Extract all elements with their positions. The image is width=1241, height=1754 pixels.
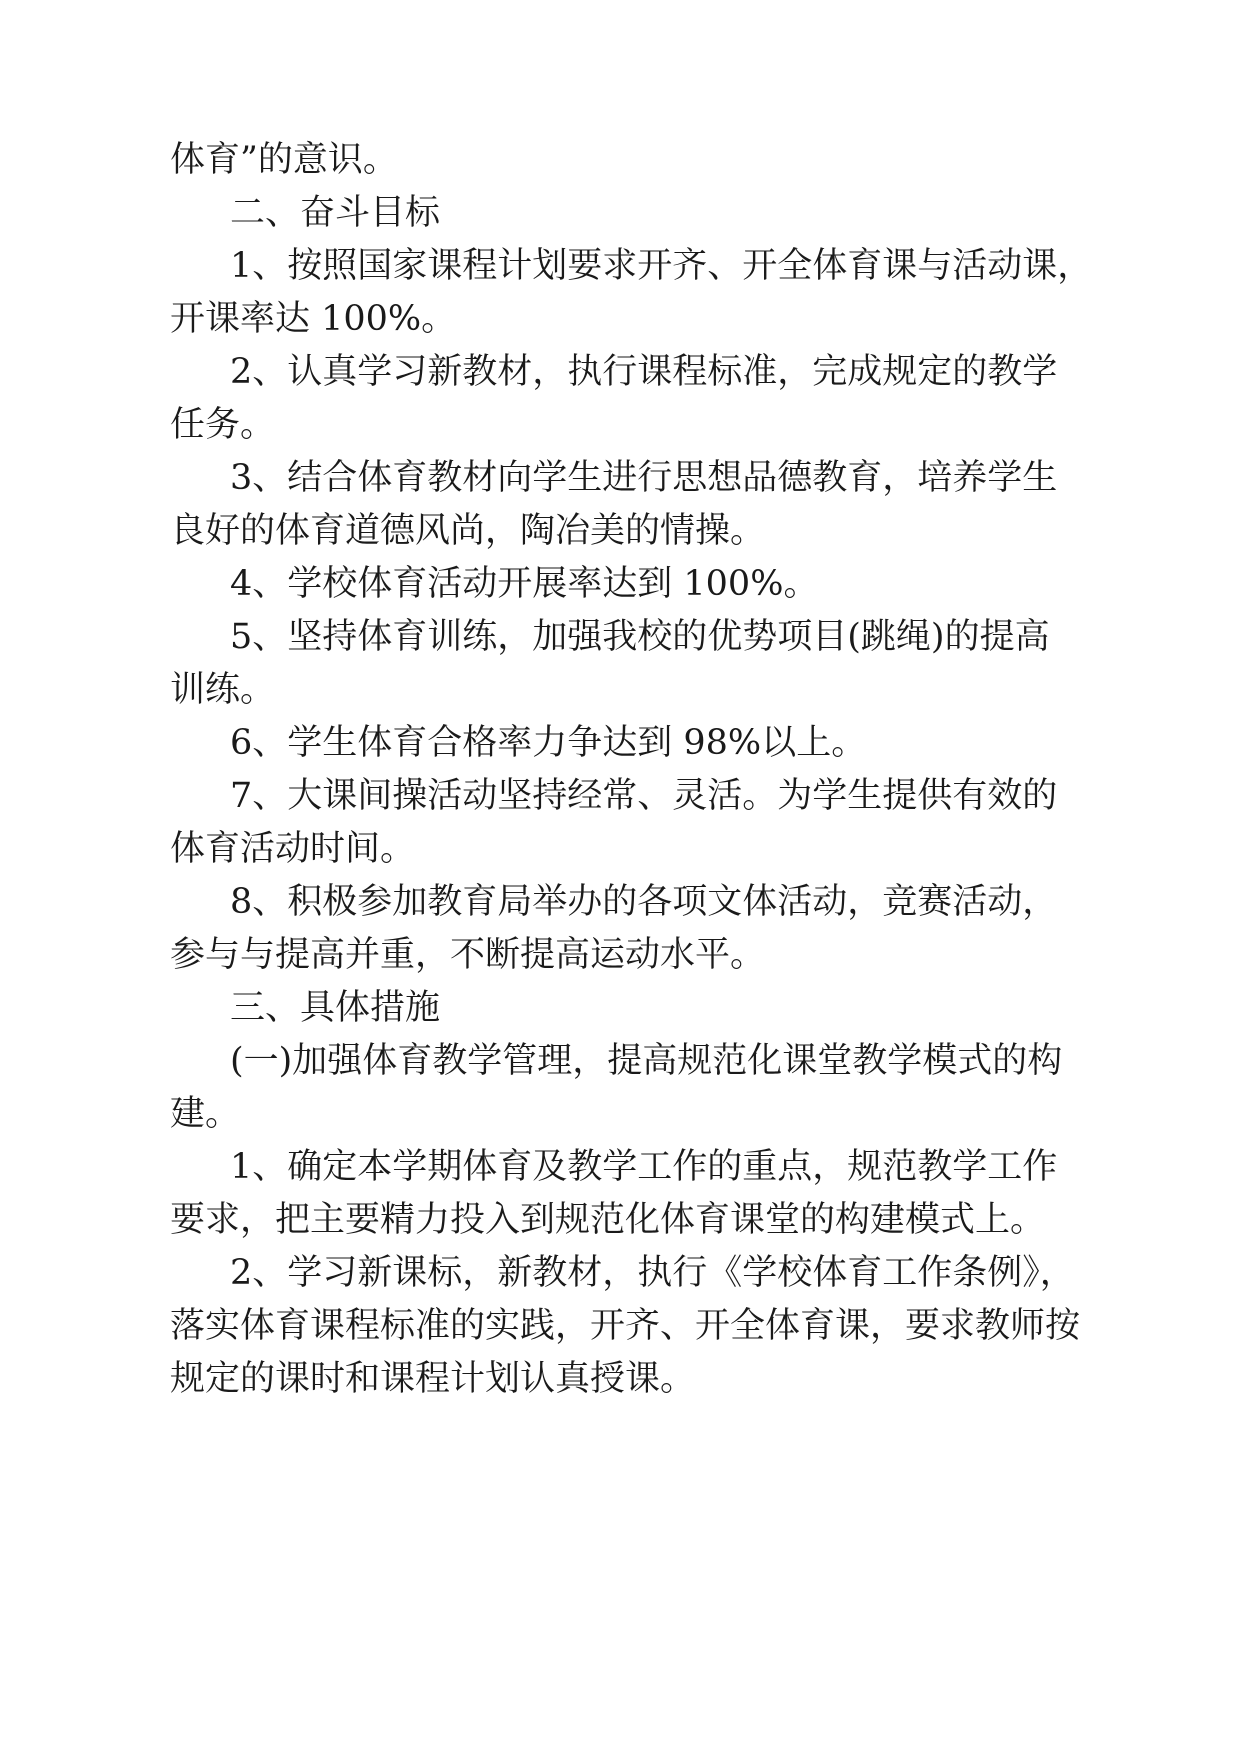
text-line: 训练。 [170,670,276,710]
text-line: 7、大课间操活动坚持经常、灵活。为学生提供有效的 [230,776,1058,816]
section-heading: 二、奋斗目标 [230,193,441,233]
text-line: 开课率达 100%。 [170,299,457,339]
text-line: 4、学校体育活动开展率达到 100%。 [230,564,819,604]
text-line: 2、学习新课标，新教材，执行《学校体育工作条例》， [230,1253,1075,1293]
section-heading: 三、具体措施 [230,988,441,1028]
text-line: 任务。 [170,405,276,445]
text-line: 建。 [170,1094,241,1134]
text-line: 规定的课时和课程计划认真授课。 [170,1359,696,1399]
text-line: (一)加强体育教学管理，提高规范化课堂教学模式的构 [230,1041,1063,1081]
text-line: 6、学生体育合格率力争达到 98%以上。 [230,723,867,763]
text-line: 落实体育课程标准的实践，开齐、开全体育课，要求教师按 [170,1306,1081,1346]
text-line: 8、积极参加教育局举办的各项文体活动，竞赛活动， [230,882,1058,922]
text-line: 2、认真学习新教材，执行课程标准，完成规定的教学 [230,352,1058,392]
text-line: 参与与提高并重，不断提高运动水平。 [170,935,766,975]
text-line: 3、结合体育教材向学生进行思想品德教育，培养学生 [230,458,1058,498]
text-line: 5、坚持体育训练，加强我校的优势项目(跳绳)的提高 [230,617,1050,657]
text-line: 良好的体育道德风尚，陶冶美的情操。 [170,511,766,551]
text-line: 1、确定本学期体育及教学工作的重点，规范教学工作 [230,1147,1058,1187]
text-line: 要求，把主要精力投入到规范化体育课堂的构建模式上。 [170,1200,1046,1240]
text-line: 体育活动时间。 [170,829,416,869]
text-line: 体育”的意识。 [170,140,398,180]
text-line: 1、按照国家课程计划要求开齐、开全体育课与活动课， [230,246,1093,286]
